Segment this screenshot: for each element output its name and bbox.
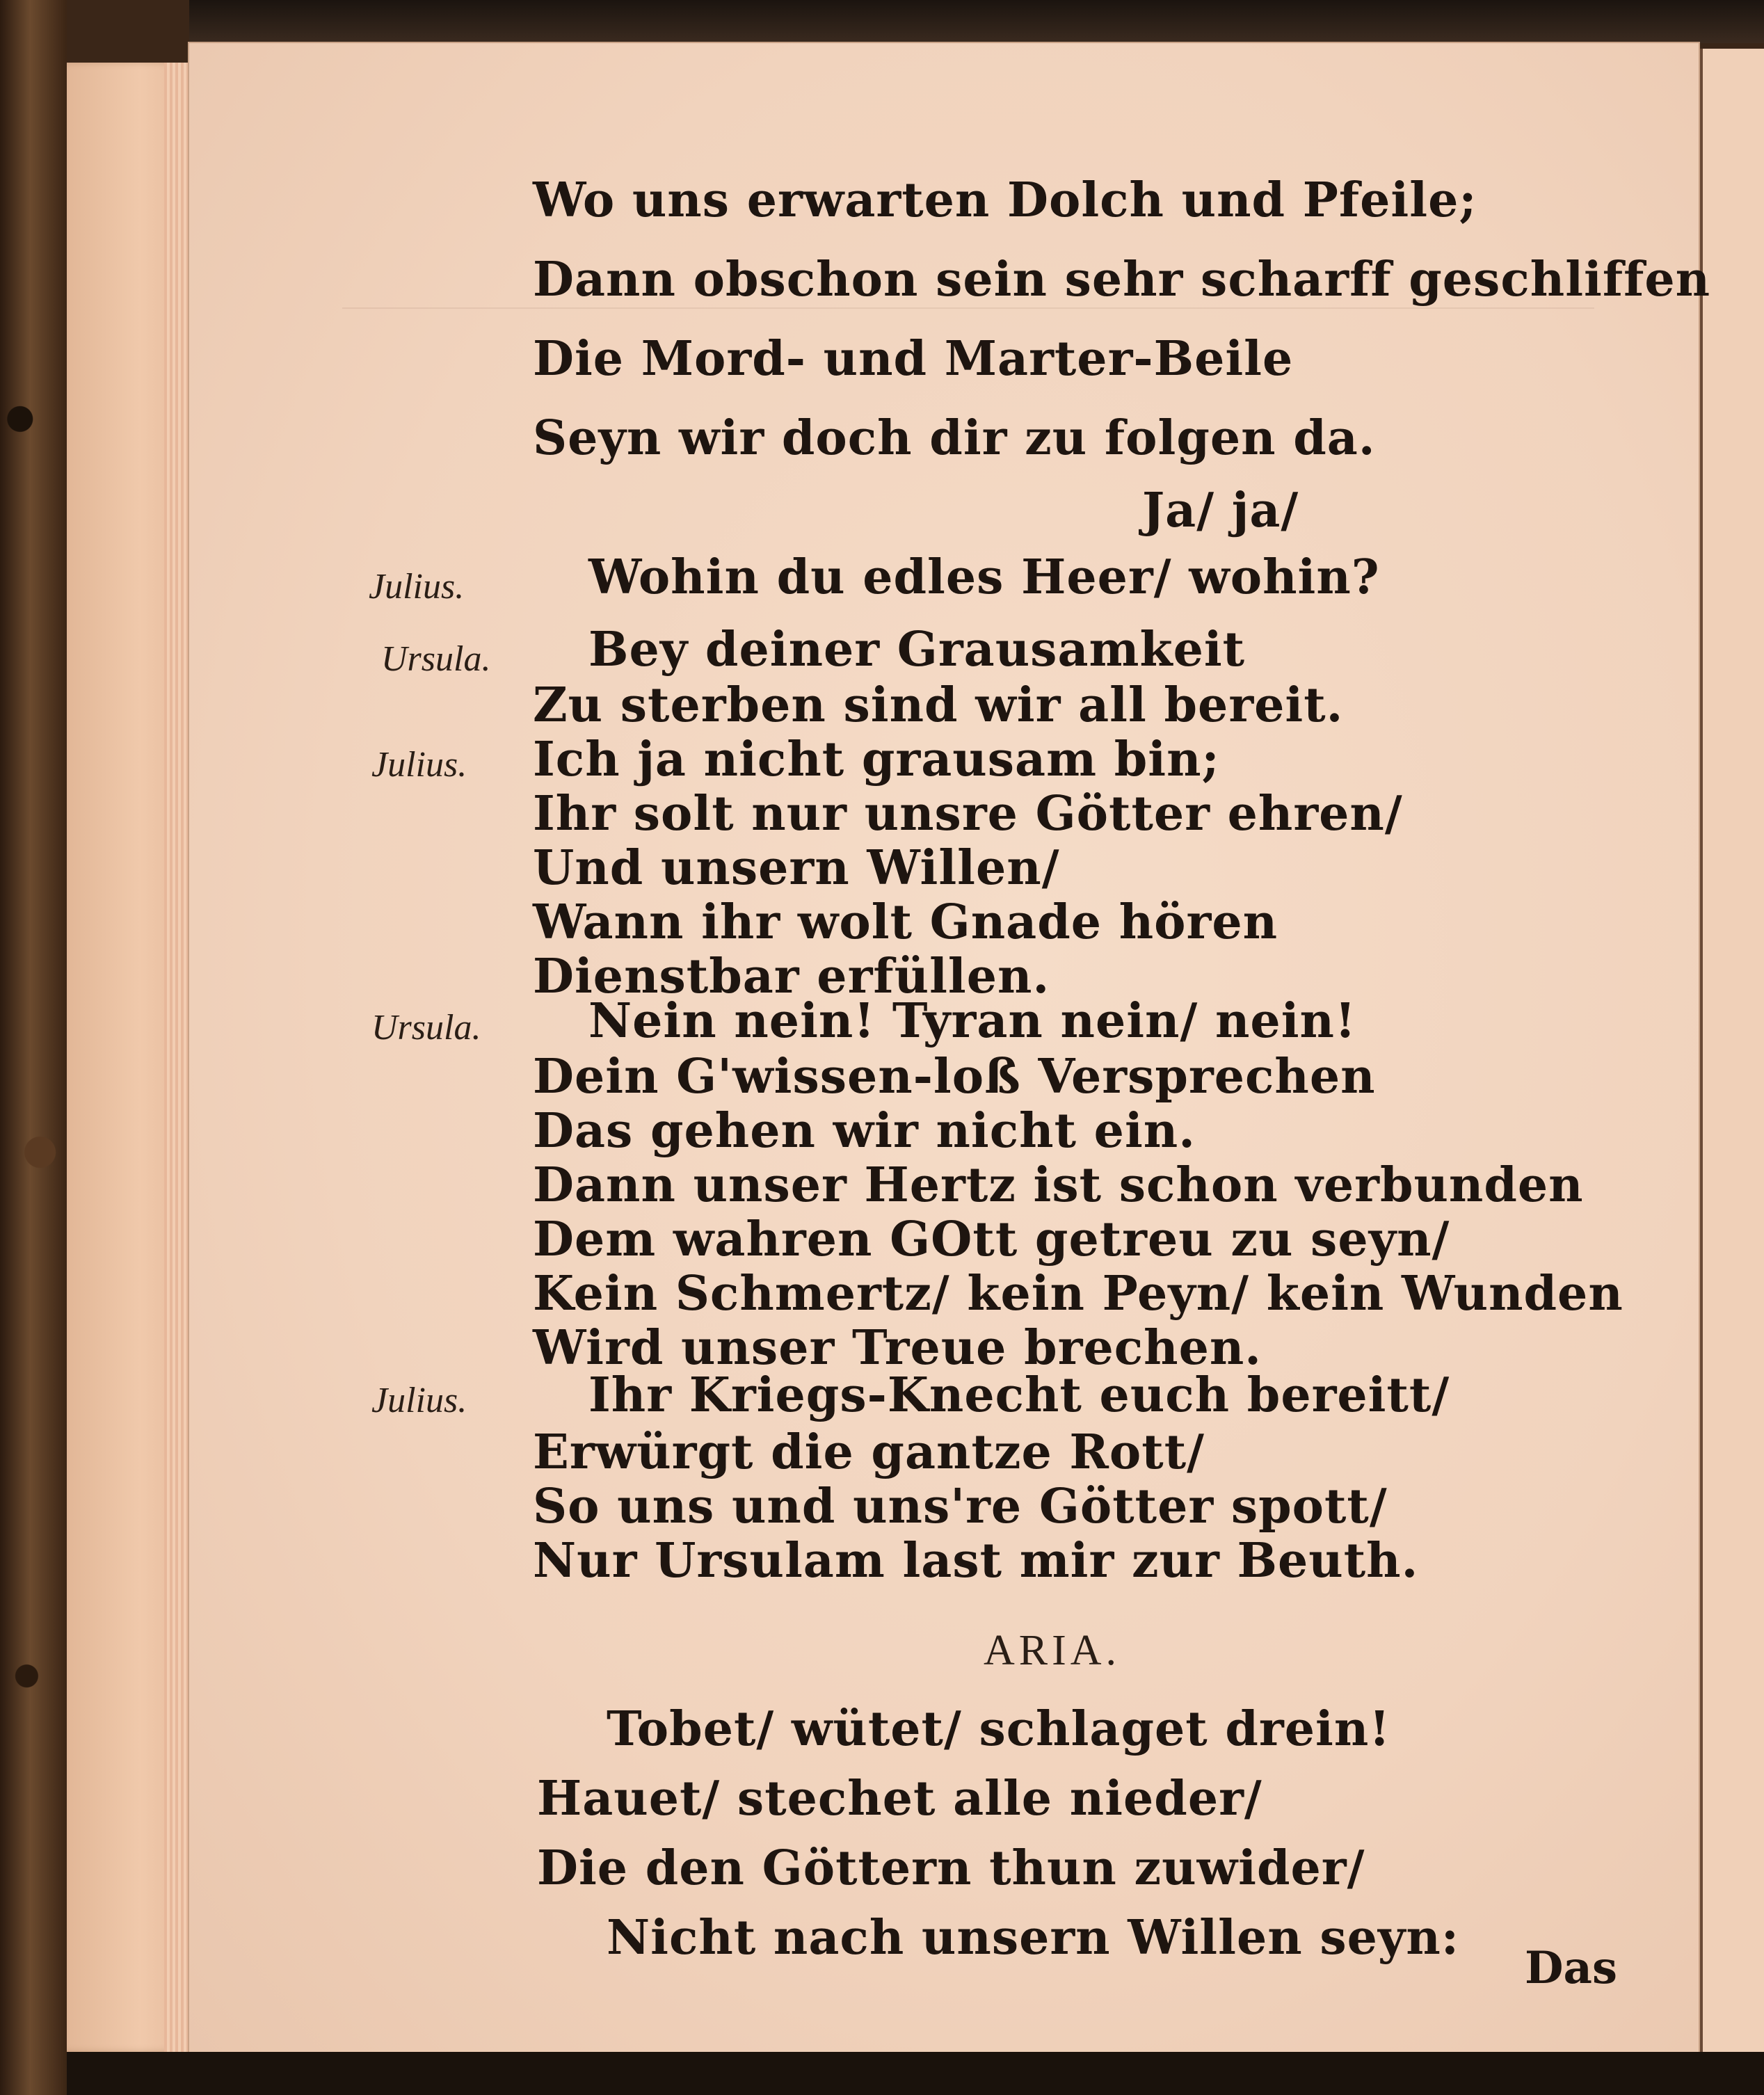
- page-stack-edge: [164, 63, 192, 2052]
- speaker-label: Julius.: [369, 567, 465, 607]
- dialogue-line: Nur Ursulam last mir zur Beuth.: [533, 1533, 1419, 1589]
- book-page: [189, 43, 1711, 2055]
- aria-line: Die den Göttern thun zuwider/: [537, 1840, 1365, 1896]
- verse-line-ja: Ja/ ja/: [1142, 483, 1299, 538]
- aria-line: Hauet/ stechet alle nieder/: [537, 1771, 1262, 1827]
- catchword: Das: [1525, 1942, 1617, 1994]
- dialogue-line: Wann ihr wolt Gnade hören: [533, 894, 1278, 950]
- dialogue-line: Dem wahren GOtt getreu zu seyn/: [533, 1212, 1450, 1267]
- dialogue-line: Erwürgt die gantze Rott/: [533, 1424, 1205, 1480]
- dialogue-line: Wird unser Treue brechen.: [533, 1320, 1262, 1376]
- dialogue-line: Ich ja nicht grausam bin;: [533, 732, 1220, 787]
- dialogue-line: Dienstbar erfüllen.: [533, 949, 1050, 1004]
- dialogue-line: Wohin du edles Heer/ wohin?: [588, 549, 1380, 605]
- book-spine: [0, 0, 67, 2095]
- verse-line: Dann obschon sein sehr scharff geschliffen: [533, 252, 1711, 307]
- verse-line: Die Mord- und Marter-Beile: [533, 331, 1294, 387]
- dialogue-line: Dann unser Hertz ist schon verbunden: [533, 1157, 1584, 1213]
- right-page-edge: [1699, 49, 1764, 2066]
- dialogue-line: Nein nein! Tyran nein/ nein!: [588, 993, 1356, 1049]
- dialogue-line: Dein G'wissen-loß Versprechen: [533, 1049, 1376, 1105]
- dialogue-line: Und unsern Willen/: [533, 840, 1060, 896]
- dialogue-line: Ihr Kriegs-Knecht euch bereitt/: [588, 1367, 1450, 1423]
- show-through-mark: [342, 307, 1594, 309]
- speaker-label: Julius.: [371, 1381, 467, 1420]
- dialogue-line: Zu sterben sind wir all bereit.: [533, 677, 1344, 733]
- bottom-background: [67, 2052, 1764, 2095]
- speaker-label: Ursula.: [371, 1008, 481, 1048]
- verse-line: Wo uns erwarten Dolch und Pfeile;: [533, 172, 1477, 228]
- aria-heading: ARIA.: [984, 1627, 1121, 1674]
- aria-line: Nicht nach unsern Willen seyn:: [607, 1910, 1459, 1966]
- dialogue-line: Das gehen wir nicht ein.: [533, 1103, 1196, 1159]
- top-background: [189, 0, 1764, 43]
- verse-line: Seyn wir doch dir zu folgen da.: [533, 410, 1376, 466]
- aria-line: Tobet/ wütet/ schlaget drein!: [607, 1701, 1391, 1757]
- dialogue-line: Kein Schmertz/ kein Peyn/ kein Wunden: [533, 1266, 1623, 1322]
- dialogue-line: So uns und uns're Götter spott/: [533, 1479, 1388, 1534]
- speaker-label: Ursula.: [381, 639, 491, 679]
- dialogue-line: Ihr solt nur unsre Götter ehren/: [533, 786, 1403, 842]
- dialogue-line: Bey deiner Grausamkeit: [588, 622, 1246, 677]
- speaker-label: Julius.: [371, 745, 467, 785]
